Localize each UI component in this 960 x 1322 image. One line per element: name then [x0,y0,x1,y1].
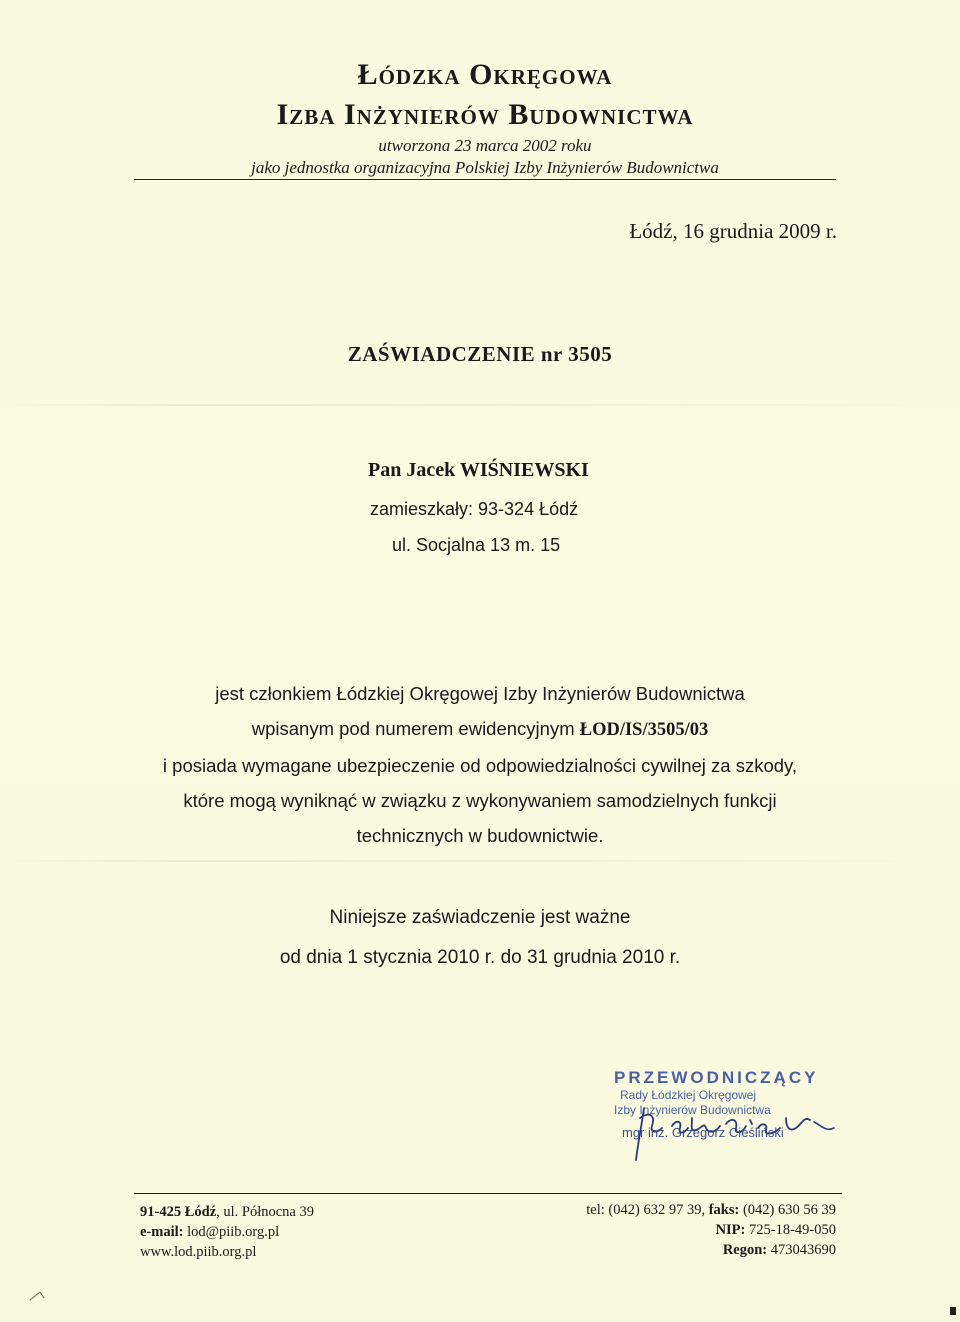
footer-divider [134,1193,842,1194]
handwritten-signature [626,1098,856,1168]
tel-value: (042) 632 97 39, [608,1202,706,1218]
paper-fold-line [0,860,960,862]
certificate-title: ZAŚWIADCZENIE nr 3505 [347,342,613,366]
postal-code-city: 91-425 Łódź [140,1204,217,1220]
scan-edge-mark [950,1307,956,1315]
footer-email [140,1222,314,1242]
body-line: technicznych w budownictwie. [356,825,604,846]
regon-label: Regon: [722,1242,768,1258]
fax-label: faks: [708,1202,740,1218]
tel-label: tel: [586,1202,605,1218]
org-founded-note: utworzona 23 marca 2002 roku [378,136,592,155]
body-line: i posiada wymagane ubezpieczenie od odpowiedzialności cywilnej za szkody, [162,755,798,776]
scan-corner-mark [28,1288,46,1302]
footer-contact-right [586,1200,836,1260]
recipient-name: Pan Jacek WIŚNIEWSKI [368,459,589,481]
org-name-line-2: Izba Inżynierów Budownictwa [276,98,694,131]
recipient-block [368,455,668,559]
body-line: które mogą wyniknąć w związku z wykonywaniem samodzielnych funkcji [183,790,777,811]
footer-address [140,1202,314,1222]
recipient-address-line-2: ul. Socjalna 13 m. 15 [392,535,561,555]
street-address: , ul. Północna 39 [216,1204,314,1220]
footer-regon [586,1240,836,1260]
footer-phone-fax [586,1200,836,1220]
letterhead [134,55,836,179]
paper-fold-line [0,404,960,406]
email-label: e-mail: [140,1224,184,1240]
issue-date: Łódź, 16 grudnia 2009 r. [629,219,837,243]
org-affiliation-note: jako jednostka organizacyjna Polskiej Izby Inżynierów Budownictwa [251,158,719,177]
footer-contact-left [140,1202,314,1262]
footer-website: www.lod.piib.org.pl [140,1244,257,1260]
certificate-body [130,676,830,853]
email-value: lod@piib.org.pl [187,1224,280,1240]
fax-value: (042) 630 56 39 [742,1202,836,1218]
letterhead-divider [134,179,836,180]
stamp-line: Izby Inżynierów Budownictwa [614,1103,771,1117]
footer-nip [586,1220,836,1240]
validity-period: od dnia 1 stycznia 2010 r. do 31 grudnia 2010 r. [279,947,681,968]
body-line-prefix: wpisanym pod numerem ewidencyjnym [251,718,575,739]
validity-statement [130,898,830,978]
body-line [130,711,830,748]
nip-value: 725-18-49-050 [749,1222,836,1238]
validity-line: Niniejsze zaświadczenie jest ważne [329,907,631,928]
org-name-line-1: Łódzka Okręgowa [357,58,613,91]
recipient-address-line-1: zamieszkały: 93-324 Łódź [370,499,579,519]
registration-number: ŁOD/IS/3505/03 [579,720,709,740]
stamp-signatory: mgr inż. Grzegorz Cieśliński [622,1125,784,1140]
nip-label: NIP: [715,1222,746,1238]
stamp-title: PRZEWODNICZĄCY [614,1068,819,1087]
body-line: jest członkiem Łódzkiej Okręgowej Izby Inżynierów Budownictwa [215,683,745,704]
stamp-line: Rady Łódzkiej Okręgowej [620,1088,757,1102]
regon-value: 473043690 [770,1242,836,1258]
